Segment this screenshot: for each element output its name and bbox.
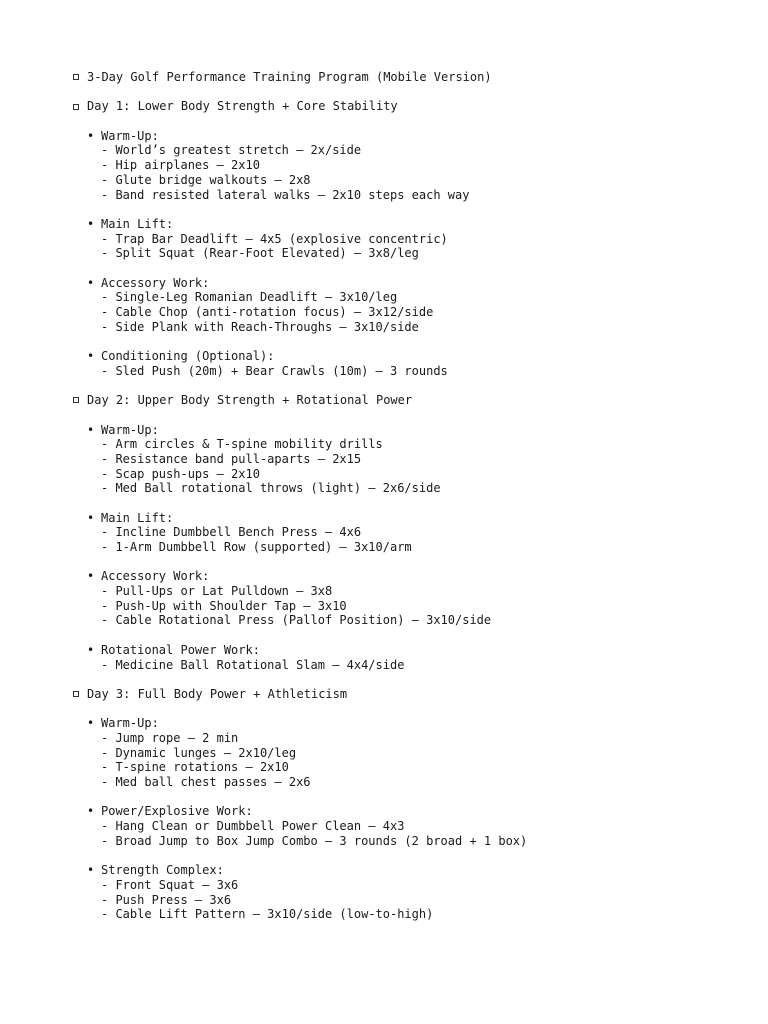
- exercise-item: - Split Squat (Rear-Foot Elevated) – 3x8/leg: [101, 246, 419, 261]
- checkbox-square-icon: [73, 74, 79, 80]
- exercise-item: - Front Squat – 3x6: [101, 877, 239, 892]
- checkbox-square-icon: [73, 397, 79, 403]
- bullet-icon: •: [87, 216, 95, 231]
- checkbox-square-icon: [73, 104, 79, 110]
- group-label: Main Lift:: [101, 510, 174, 525]
- group-label: Rotational Power Work:: [101, 642, 260, 657]
- exercise-item: - Band resisted lateral walks – 2x10 steps each way: [101, 187, 470, 202]
- group-label: Accessory Work:: [101, 569, 210, 584]
- bullet-icon: •: [87, 863, 95, 878]
- exercise-item: - Med Ball rotational throws (light) – 2x6/side: [101, 481, 441, 496]
- exercise-item: - Broad Jump to Box Jump Combo – 3 rounds (2 broad + 1 box): [101, 833, 528, 848]
- day-heading-row: [72, 393, 752, 408]
- document-title: 3-Day Golf Performance Training Program (Mobile Version): [87, 70, 492, 84]
- exercise-item: - Single-Leg Romanian Deadlift – 3x10/leg: [101, 290, 398, 305]
- bullet-icon: •: [87, 804, 95, 819]
- exercise-item: - Medicine Ball Rotational Slam – 4x4/side: [101, 657, 405, 672]
- exercise-item: - Push Press – 3x6: [101, 892, 232, 907]
- exercise-group: [87, 217, 752, 261]
- exercise-item: - Hang Clean or Dumbbell Power Clean – 4x3: [101, 819, 405, 834]
- exercise-group: [87, 276, 752, 335]
- exercise-item: - Glute bridge walkouts – 2x8: [101, 172, 311, 187]
- exercise-item: - Scap push-ups – 2x10: [101, 466, 260, 481]
- document-title-row: [72, 70, 752, 85]
- day-section: [72, 99, 752, 378]
- group-label: Main Lift:: [101, 216, 174, 231]
- exercise-item: - Pull-Ups or Lat Pulldown – 3x8: [101, 584, 333, 599]
- exercise-item: - Cable Rotational Press (Pallof Position) – 3x10/side: [101, 613, 492, 628]
- exercise-item: - Arm circles & T-spine mobility drills: [101, 437, 383, 452]
- bullet-icon: •: [87, 422, 95, 437]
- day-heading-row: [72, 99, 752, 114]
- bullet-icon: •: [87, 128, 95, 143]
- exercise-item: - Cable Chop (anti-rotation focus) – 3x12/side: [101, 305, 434, 319]
- day-heading: Day 2: Upper Body Strength + Rotational Power: [87, 393, 413, 408]
- bullet-icon: •: [87, 642, 95, 657]
- exercise-group: [87, 643, 752, 672]
- exercise-item: - Cable Lift Pattern – 3x10/side (low-to-high): [101, 907, 434, 922]
- exercise-item: - Med ball chest passes – 2x6: [101, 775, 311, 789]
- exercise-group: [87, 716, 752, 789]
- bullet-icon: •: [87, 569, 95, 584]
- group-label: Accessory Work:: [101, 275, 210, 290]
- group-label: Strength Complex:: [101, 863, 224, 878]
- exercise-group: [87, 569, 752, 628]
- exercise-item: - 1-Arm Dumbbell Row (supported) – 3x10/arm: [101, 540, 412, 554]
- exercise-group: [87, 349, 752, 378]
- exercise-group: [87, 511, 752, 555]
- exercise-item: - Trap Bar Deadlift – 4x5 (explosive concentric): [101, 231, 448, 246]
- checkbox-square-icon: [73, 691, 79, 697]
- bullet-icon: •: [87, 275, 95, 290]
- bullet-icon: •: [87, 510, 95, 525]
- exercise-item: - Jump rope – 2 min: [101, 730, 239, 745]
- document: [72, 70, 752, 937]
- exercise-group: [87, 804, 752, 848]
- exercise-group: [87, 423, 752, 496]
- exercise-group: [87, 129, 752, 202]
- day-heading: Day 3: Full Body Power + Athleticism: [87, 686, 348, 701]
- bullet-icon: •: [87, 349, 95, 364]
- exercise-item: - Resistance band pull-aparts – 2x15: [101, 451, 362, 466]
- exercise-item: - Incline Dumbbell Bench Press – 4x6: [101, 525, 362, 540]
- day-heading-row: [72, 687, 752, 702]
- exercise-item: - Dynamic lunges – 2x10/leg: [101, 745, 297, 760]
- bullet-icon: •: [87, 716, 95, 731]
- exercise-item: - Push-Up with Shoulder Tap – 3x10: [101, 598, 347, 613]
- group-label: Warm-Up:: [101, 422, 159, 437]
- group-label: Power/Explosive Work:: [101, 804, 253, 819]
- exercise-group: [87, 863, 752, 922]
- exercise-item: - T-spine rotations – 2x10: [101, 760, 289, 775]
- exercise-item: - Sled Push (20m) + Bear Crawls (10m) – 3 rounds: [101, 363, 448, 378]
- day-section: [72, 687, 752, 922]
- exercise-item: - Side Plank with Reach-Throughs – 3x10/side: [101, 319, 419, 334]
- day-section: [72, 393, 752, 672]
- exercise-item: - Hip airplanes – 2x10: [101, 158, 260, 173]
- day-heading: Day 1: Lower Body Strength + Core Stability: [87, 99, 398, 114]
- group-label: Warm-Up:: [101, 128, 159, 143]
- group-label: Warm-Up:: [101, 716, 159, 731]
- group-label: Conditioning (Optional):: [101, 349, 275, 364]
- exercise-item: - World’s greatest stretch – 2x/side: [101, 143, 362, 158]
